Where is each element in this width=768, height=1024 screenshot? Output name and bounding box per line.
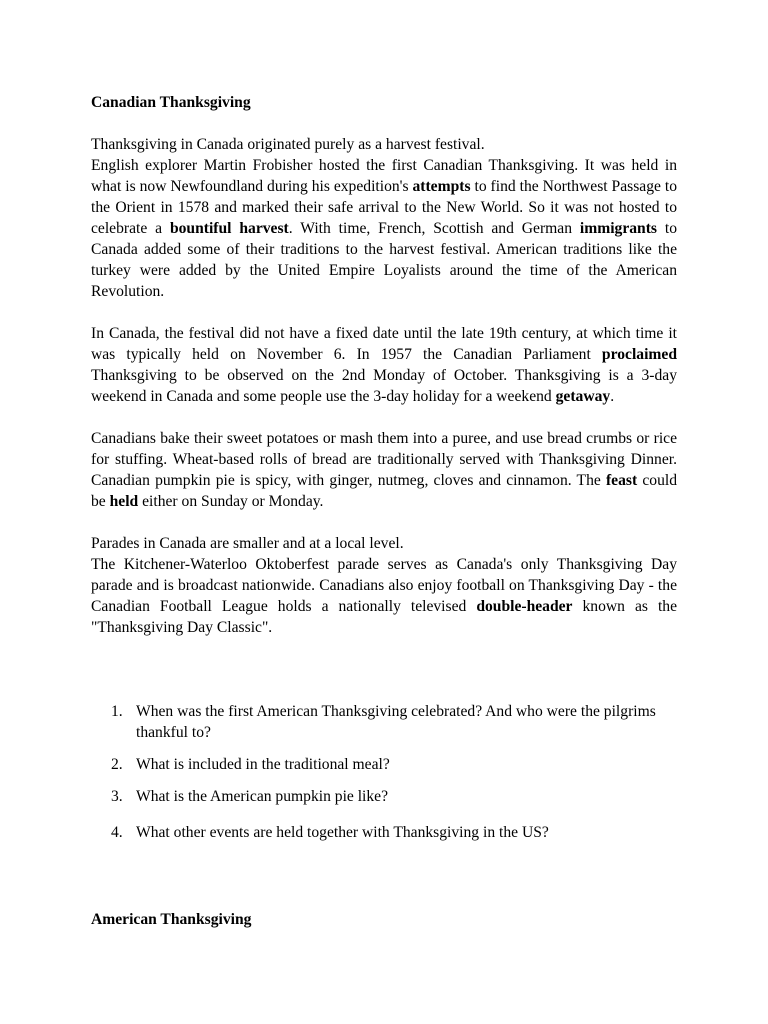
bold-term-immigrants: immigrants bbox=[579, 220, 657, 237]
question-text: When was the first American Thanksgiving celebrated? And who were the pilgrims thankful to? bbox=[136, 703, 656, 741]
bold-term-getaway: getaway bbox=[555, 388, 611, 405]
section-heading-american: American Thanksgiving bbox=[91, 911, 252, 928]
list-item: 3. What is the American pumpkin pie like? bbox=[111, 788, 389, 805]
paragraph-intro: Thanksgiving in Canada originated purely as a harvest festival. bbox=[91, 136, 485, 153]
paragraph-food: Canadians bake their sweet potatoes or mash them into a puree, and use bread crumbs or rice for stuffing. Wheat-based rolls of bread are traditionally served with Thanksgiving Dinner. Canadian pumpkin pie is spicy, with ginger, nutmeg, cloves and cinnamon. The feast could be held either on Sunday or Monday. bbox=[91, 430, 677, 510]
document-title: Canadian Thanksgiving bbox=[91, 94, 251, 111]
document-body bbox=[91, 92, 677, 843]
paragraph-oktoberfest: The Kitchener-Waterloo Oktoberfest parade serves as Canada's only Thanksgiving Day parade and is broadcast nationwide. Canadians also enjoy football on Thanksgiving Day - the Canadian Football League holds a nationally televised double-header known as the "Thanksgiving Day Classic". bbox=[91, 556, 677, 636]
bold-term-feast: feast bbox=[605, 472, 638, 489]
bold-term-bountiful-harvest: bountiful harvest bbox=[169, 220, 289, 237]
question-text: What other events are held together with Thanksgiving in the US? bbox=[136, 824, 549, 841]
bold-term-held: held bbox=[109, 493, 139, 510]
bold-term-attempts: attempts bbox=[412, 178, 471, 195]
list-item: 1. When was the first American Thanksgiving celebrated? And who were the pilgrims thankful to? bbox=[111, 703, 656, 741]
paragraph-parades: Parades in Canada are smaller and at a local level. bbox=[91, 535, 404, 552]
paragraph-date: In Canada, the festival did not have a fixed date until the late 19th century, at which time it was typically held on November 6. In 1957 the Canadian Parliament proclaimed Thanksgiving to be observed on the 2nd Monday of October. Thanksgiving is a 3-day weekend in Canada and some people use the 3-day holiday for a weekend getaway. bbox=[91, 325, 677, 405]
bold-term-double-header: double-header bbox=[476, 598, 573, 615]
list-item: 4. What other events are held together with Thanksgiving in the US? bbox=[111, 824, 549, 841]
question-text: What is included in the traditional meal? bbox=[136, 756, 390, 773]
question-text: What is the American pumpkin pie like? bbox=[136, 788, 389, 805]
list-item: 2. What is included in the traditional meal? bbox=[111, 756, 390, 773]
bold-term-proclaimed: proclaimed bbox=[601, 346, 677, 363]
paragraph-frobisher: English explorer Martin Frobisher hosted the first Canadian Thanksgiving. It was held in what is now Newfoundland during his expedition's attempts to find the Northwest Passage to the Orient in 1578 and marked their safe arrival to the New World. So it was not hosted to celebrate a bountiful harvest. With time, French, Scottish and German immigrants to Canada added some of their traditions to the harvest festival. American traditions like the turkey were added by the United Empire Loyalists around the time of the American Revolution. bbox=[91, 157, 677, 300]
question-list bbox=[91, 701, 677, 843]
